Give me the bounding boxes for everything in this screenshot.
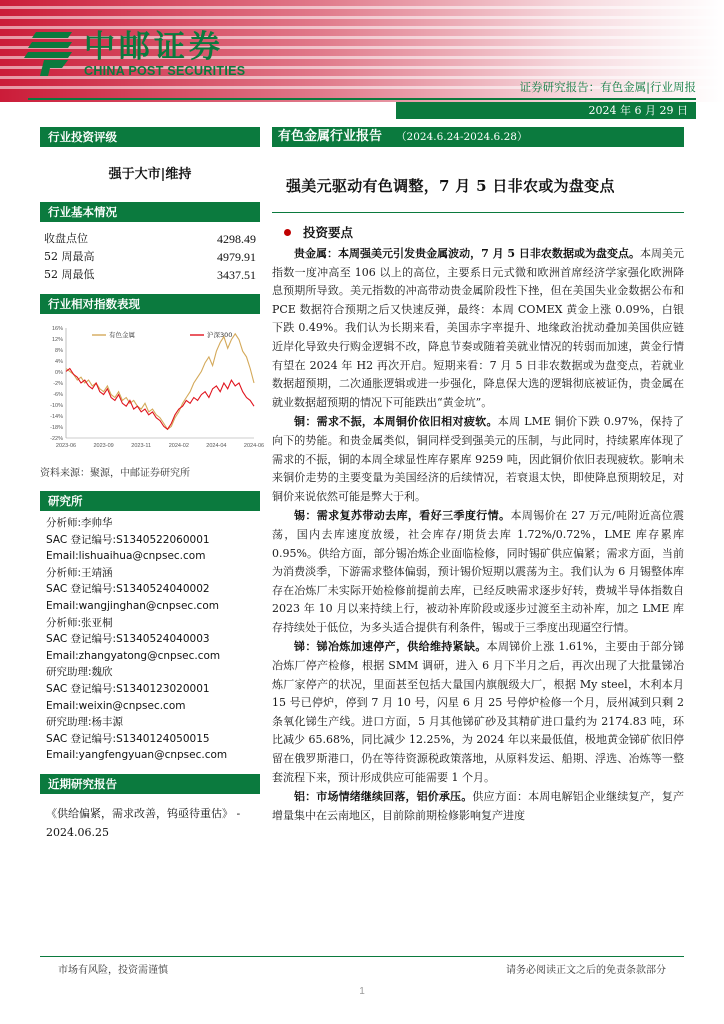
research-header: 研究所 (40, 491, 260, 511)
brand-name-en: CHINA POST SECURITIES (84, 64, 246, 78)
analyst-line: SAC 登记编号:S1340524040002 (46, 583, 210, 596)
paragraph-body: 本周锑价上涨 1.61%，主要由于部分锑冶炼厂停产检修，根据 SMM 调研，进入 6 月下半月之后，再次出现了大批量锑冶炼厂家停产的状况，里面甚至包括大量国内旗舰级大厂，根据 My steel，木利本月 15 号已停炉，停到 7 月 10 号，闪星 6 月 25 号停炉检修一个月，辰州减到只剩 2 条氧化锑生产线。进口方面，5 月其他锑矿砂及其精矿进口量约为 2174.83 吨，环比减少 65.68%，同比减少 12.25%，为 2024 年以来最低值，极地黄金锑矿依旧停留在俄罗斯港口，仍在等待资源税政策落地，从原料发运、船期、浮选、冶炼等一整套流程下来，预计形成供应可能需要 1 个月。 (272, 640, 684, 784)
body-paragraph (272, 638, 684, 787)
body-paragraph (272, 788, 684, 825)
paragraph-lead: 铜：需求不振，本周铜价依旧相对疲软。 (294, 415, 498, 429)
y-tick-label: -6% (53, 392, 63, 398)
risk-warning: 市场有风险，投资需谨慎 (58, 965, 168, 976)
y-tick-label: -14% (50, 414, 63, 420)
y-tick-label: 16% (51, 326, 63, 332)
analyst-line: 研究助理:杨丰源 (46, 716, 124, 729)
analyst-line: SAC 登记编号:S1340123020001 (46, 682, 210, 695)
x-tick-label: 2023-06 (55, 443, 77, 449)
y-tick-label: -18% (50, 425, 63, 431)
paragraph-lead: 铝：市场情绪继续回落，铝价承压。 (294, 790, 473, 804)
analyst-line: 研究助理:魏欣 (46, 666, 113, 679)
analyst-line: 分析师:王靖涵 (46, 566, 113, 579)
header-band (0, 0, 724, 102)
analyst-line[interactable]: Email:yangfengyuan@cnpsec.com (46, 749, 228, 762)
analyst-line: SAC 登记编号:S1340522060001 (46, 533, 210, 546)
basics-key: 52 周最高 (44, 250, 95, 263)
basics-list (40, 222, 260, 284)
paragraph-body: 供应方面：本周电解铝企业继续复产，复产增量集中在云南地区，目前除前期检修影响复产进度 (272, 790, 685, 822)
page-number: 1 (359, 986, 365, 997)
rating-header: 行业投资评级 (40, 127, 260, 147)
x-tick-label: 2024-04 (206, 443, 227, 449)
paragraph-body: 本周锡价在 27 万元/吨附近高位震荡，国内去库速度放缓，社会库存/期货去库 1.72%/0.72%，LME 库存累库 0.95%。供给方面，部分锡冶炼企业面临检修，同时锡矿供应偏紧；需求方面，当前为消费淡季，下游需求整体偏弱，预计锡价短期以震荡为主。我们认为 6 月锡整体库存在冶炼厂未实际开始检修前提前去库，已经反映需求逐步好转，费城半导体指数自 2023 年 10 月以来持续上行，被动补库阶段或逐步过渡至主动补库，加之 LME 库存持续处于低位，为多头适合提供有利条件，锡或于三季度出现逼空行情。 (272, 509, 684, 634)
china-post-logo-icon (22, 30, 74, 78)
chart-source: 资料来源：聚源，中邮证券研究所 (40, 468, 190, 479)
legend-label: 有色金属 (109, 331, 135, 339)
x-tick-label: 2023-11 (131, 443, 152, 449)
investment-points-header (272, 223, 684, 241)
x-tick-label: 2024-06 (243, 443, 265, 449)
report-date-range: （2024.6.24-2024.6.28） (390, 127, 684, 147)
performance-header: 行业相对指数表现 (40, 294, 260, 314)
y-tick-label: -2% (53, 381, 63, 387)
paragraph-list (272, 245, 684, 825)
investment-points-title: 投资要点 (303, 225, 354, 240)
basics-row (40, 266, 260, 284)
analyst-list (40, 511, 260, 764)
series-line-csi300 (66, 369, 254, 430)
brand-name-cn: 中邮证券 (84, 29, 224, 65)
sidebar (40, 127, 265, 842)
industry-rating: 强于大市|维持 (108, 167, 192, 182)
body-paragraph (272, 245, 684, 412)
bullet-dot-icon (284, 229, 291, 236)
report-date: 2024 年 6 月 29 日 (396, 102, 696, 119)
analyst-line: 分析师:张亚桐 (46, 616, 113, 629)
paragraph-body: 本周 LME 铜价下跌 0.97%，保持了向下的势能。和贵金属类似，铜同样受到强美元的压制，与此同时，持续累库体现了需求的不振，铜的本周全球显性库存累库 9259 吨，因此铜价依旧表现疲软。影响未来铜价走势的主要变量为美国经济的后续情况，若衰退太快，即使降息预期较足，对铜价来说依然可能是弊大于利。 (272, 415, 685, 503)
paragraph-lead: 贵金属：本周强美元引发贵金属波动，7 月 5 日非农数据或为盘变点。 (294, 247, 640, 260)
report-title-bar (272, 127, 684, 147)
x-tick-label: 2023-09 (93, 443, 114, 449)
main-content (272, 127, 684, 825)
relative-index-svg (40, 320, 265, 458)
analyst-line: SAC 登记编号:S1340124050015 (46, 732, 210, 745)
analyst-line[interactable]: Email:weixin@cnpsec.com (46, 699, 186, 712)
analyst-line[interactable]: Email:wangjinghan@cnpsec.com (46, 599, 219, 612)
headline-rule (272, 212, 684, 213)
y-tick-label: 12% (51, 337, 63, 343)
analyst-line: SAC 登记编号:S1340524040003 (46, 633, 210, 646)
analyst-line: 分析师:李帅华 (46, 517, 113, 529)
headline: 强美元驱动有色调整，7 月 5 日非农或为盘变点 (286, 177, 615, 195)
brand-logo (22, 30, 245, 78)
report-title-tag: 有色金属行业报告 (272, 127, 390, 147)
relative-index-chart (40, 320, 265, 458)
basics-value: 4979.91 (217, 250, 256, 264)
report-type: 证券研究报告：有色金属|行业周报 (519, 80, 696, 94)
basics-key: 收盘点位 (44, 232, 88, 245)
basics-row (40, 248, 260, 266)
legend-label: 沪深300 (207, 331, 233, 339)
basics-value: 3437.51 (217, 268, 256, 282)
basics-header: 行业基本情况 (40, 202, 260, 222)
analyst-line[interactable]: Email:zhangyatong@cnpsec.com (46, 649, 221, 662)
y-tick-label: -22% (50, 436, 63, 442)
body-paragraph (272, 413, 684, 506)
y-tick-label: 4% (55, 359, 63, 365)
paragraph-body: 本周美元指数一度冲高至 106 以上的高位，主要系日元式微和欧洲首席经济学家强化欧洲降息预期所导致。美元指数的冲高带动贵金属阶段性下挫，但在美国失业金数据公布和 PCE 数据符合预期之后又快速反弹，最终：本周 COMEX 黄金上涨 0.09%，白银下跌 0.49%。我们认为长期来看，美国赤字率提升、地缘政治扰动叠加美国供应链近岸化导致央行购金逻辑不改，降息节奏或随着美就业情况的转弱而加速，黄金行情有望在 2024 年 H2 再次开启。短期来看：7 月 5 日非农数据或为盘变点，若就业数据超预期，二次通胀逻辑或进一步强化，降息保大选的逻辑彻底被证伪，贵金属在就业数据超预期的情况下可能跌出“黄金坑”。 (272, 247, 685, 409)
recent-header: 近期研究报告 (40, 774, 260, 794)
x-tick-label: 2024-02 (168, 443, 189, 449)
paragraph-lead: 锡：需求复苏带动去库，看好三季度行情。 (294, 509, 511, 523)
y-tick-label: 0% (55, 370, 63, 376)
y-tick-label: -10% (50, 403, 63, 409)
body-paragraph (272, 507, 684, 637)
footer-rule (40, 956, 684, 957)
paragraph-lead: 锑：锑冶炼加速停产，供给维持紧缺。 (294, 640, 487, 654)
series-line-nonferrous (66, 334, 254, 430)
analyst-line[interactable]: Email:lishuaihua@cnpsec.com (46, 550, 206, 563)
basics-row (40, 230, 260, 248)
basics-key: 52 周最低 (44, 268, 95, 281)
basics-value: 4298.49 (217, 232, 256, 246)
recent-report-link[interactable]: 《供给偏紧，需求改善，钨亟待重估》 - 2024.06.25 (46, 806, 241, 839)
header-rule (28, 98, 696, 100)
y-tick-label: 8% (55, 348, 63, 354)
disclaimer-note: 请务必阅读正文之后的免责条款部分 (506, 965, 666, 976)
